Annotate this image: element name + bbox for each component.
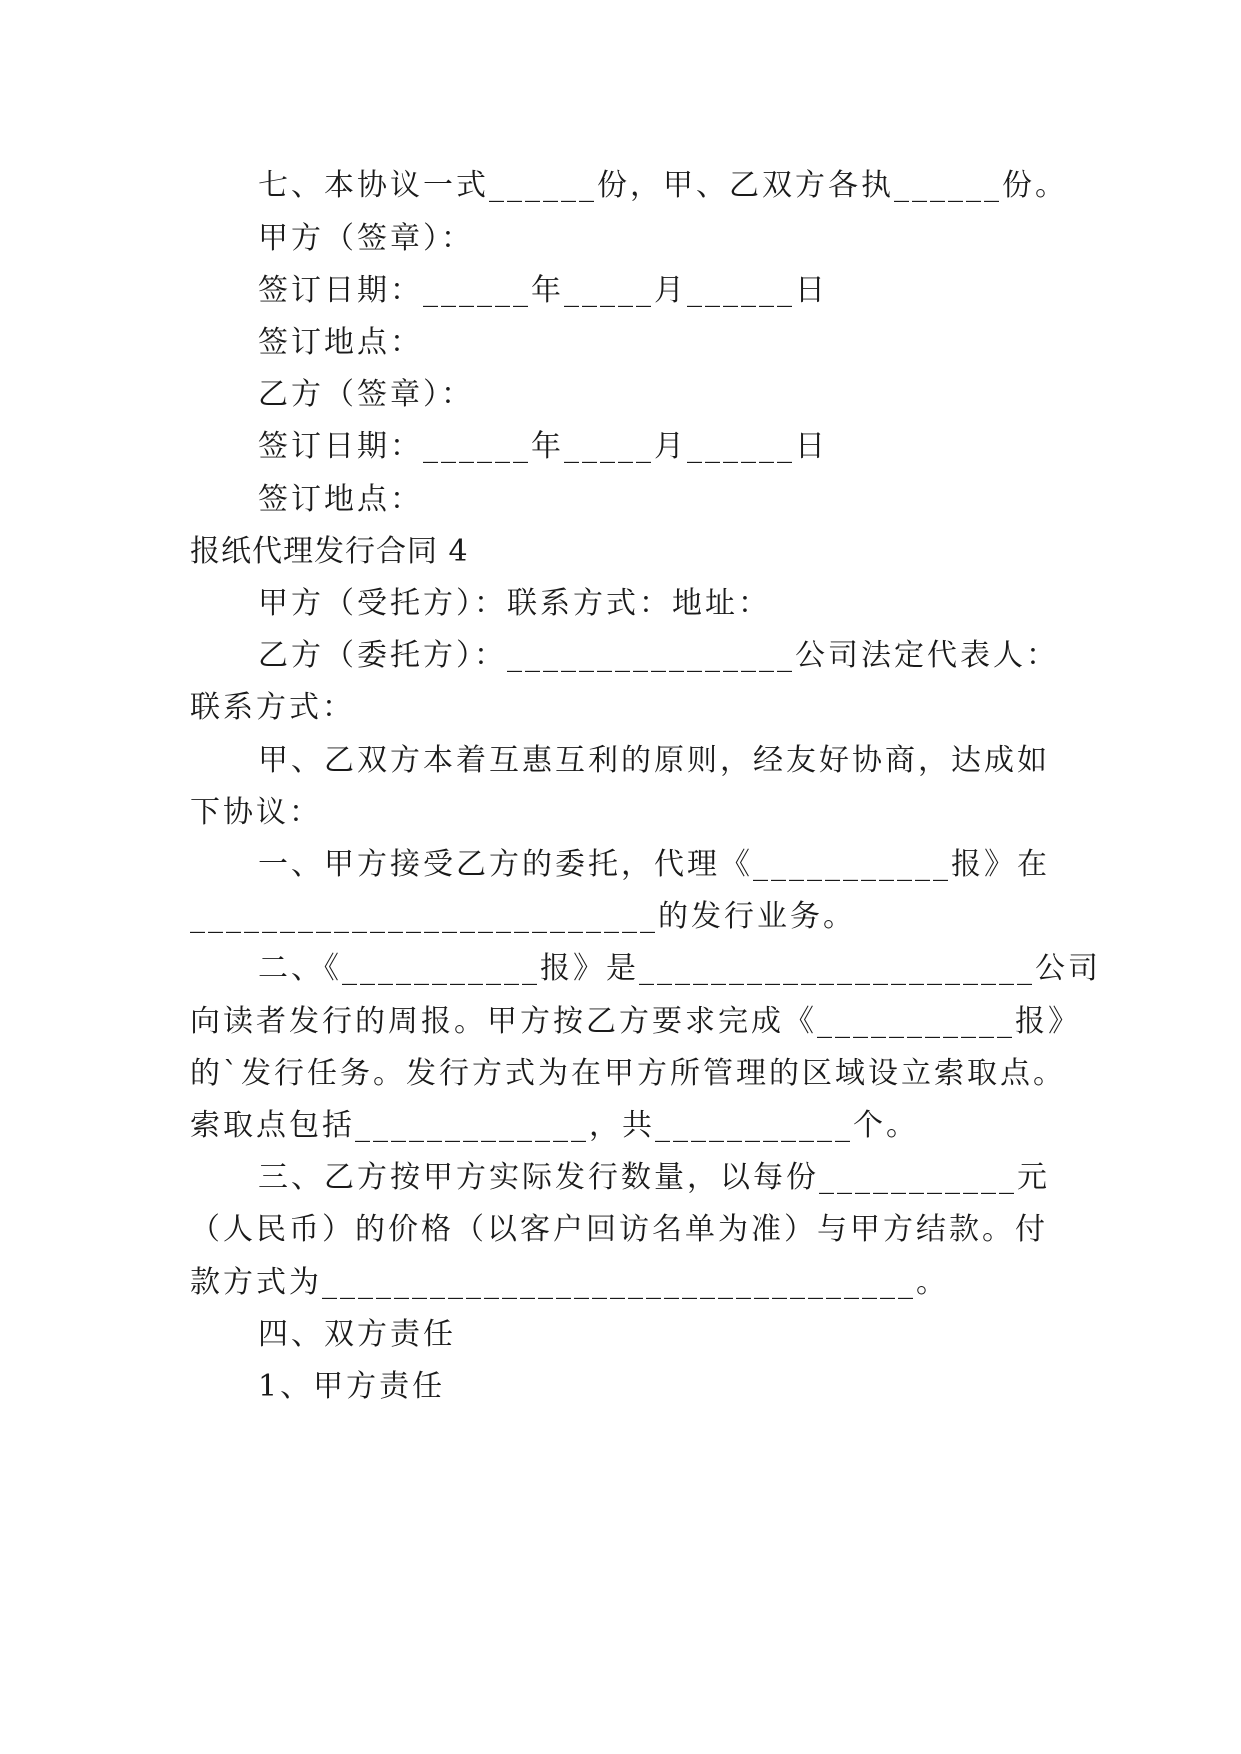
clause-two-line-3: 的`发行任务。发行方式为在甲方所管理的区域设立索取点。 [190,1056,1066,1091]
party-b-sign-place: 签订地点： [258,482,423,517]
party-a-info: 甲方（受托方）：联系方式：地址： [258,586,771,621]
party-b-info: 乙方（委托方）：________________公司法定代表人： [258,638,1059,673]
clause-two-line-4: 索取点包括_____________，共___________个。 [190,1108,919,1143]
clause-one-line-2: __________________________的发行业务。 [190,899,856,934]
clause-three-line-1: 三、乙方按甲方实际发行数量，以每份___________元 [258,1160,1050,1195]
party-b-contact: 联系方式： [190,690,355,725]
clause-two-line-2: 向读者发行的周报。甲方按乙方要求完成《___________报》 [190,1004,1081,1039]
preamble-line-2: 下协议： [190,795,322,830]
party-a-duties-heading: 1、甲方责任 [258,1369,446,1404]
clause-seven: 七、本协议一式______份，甲、乙双方各执______份。 [258,168,1068,203]
contract-title: 报纸代理发行合同 4 [190,534,469,569]
clause-three-line-2: （人民币）的价格（以客户回访名单为准）与甲方结款。付 [190,1212,1048,1247]
clause-four-heading: 四、双方责任 [258,1317,456,1352]
party-a-sign-place: 签订地点： [258,325,423,360]
party-b-signature: 乙方（签章）： [258,377,474,412]
party-a-sign-date: 签订日期：______年_____月______日 [258,273,828,308]
clause-three-line-3: 款方式为_________________________________。 [190,1265,949,1300]
party-b-sign-date: 签订日期：______年_____月______日 [258,429,828,464]
party-a-signature: 甲方（签章）： [258,221,474,256]
clause-one-line-1: 一、甲方接受乙方的委托，代理《___________报》在 [258,847,1050,882]
clause-two-line-1: 二、《___________报》是______________________公司 [258,951,1101,986]
preamble-line-1: 甲、乙双方本着互惠互利的原则，经友好协商，达成如 [258,743,1050,778]
